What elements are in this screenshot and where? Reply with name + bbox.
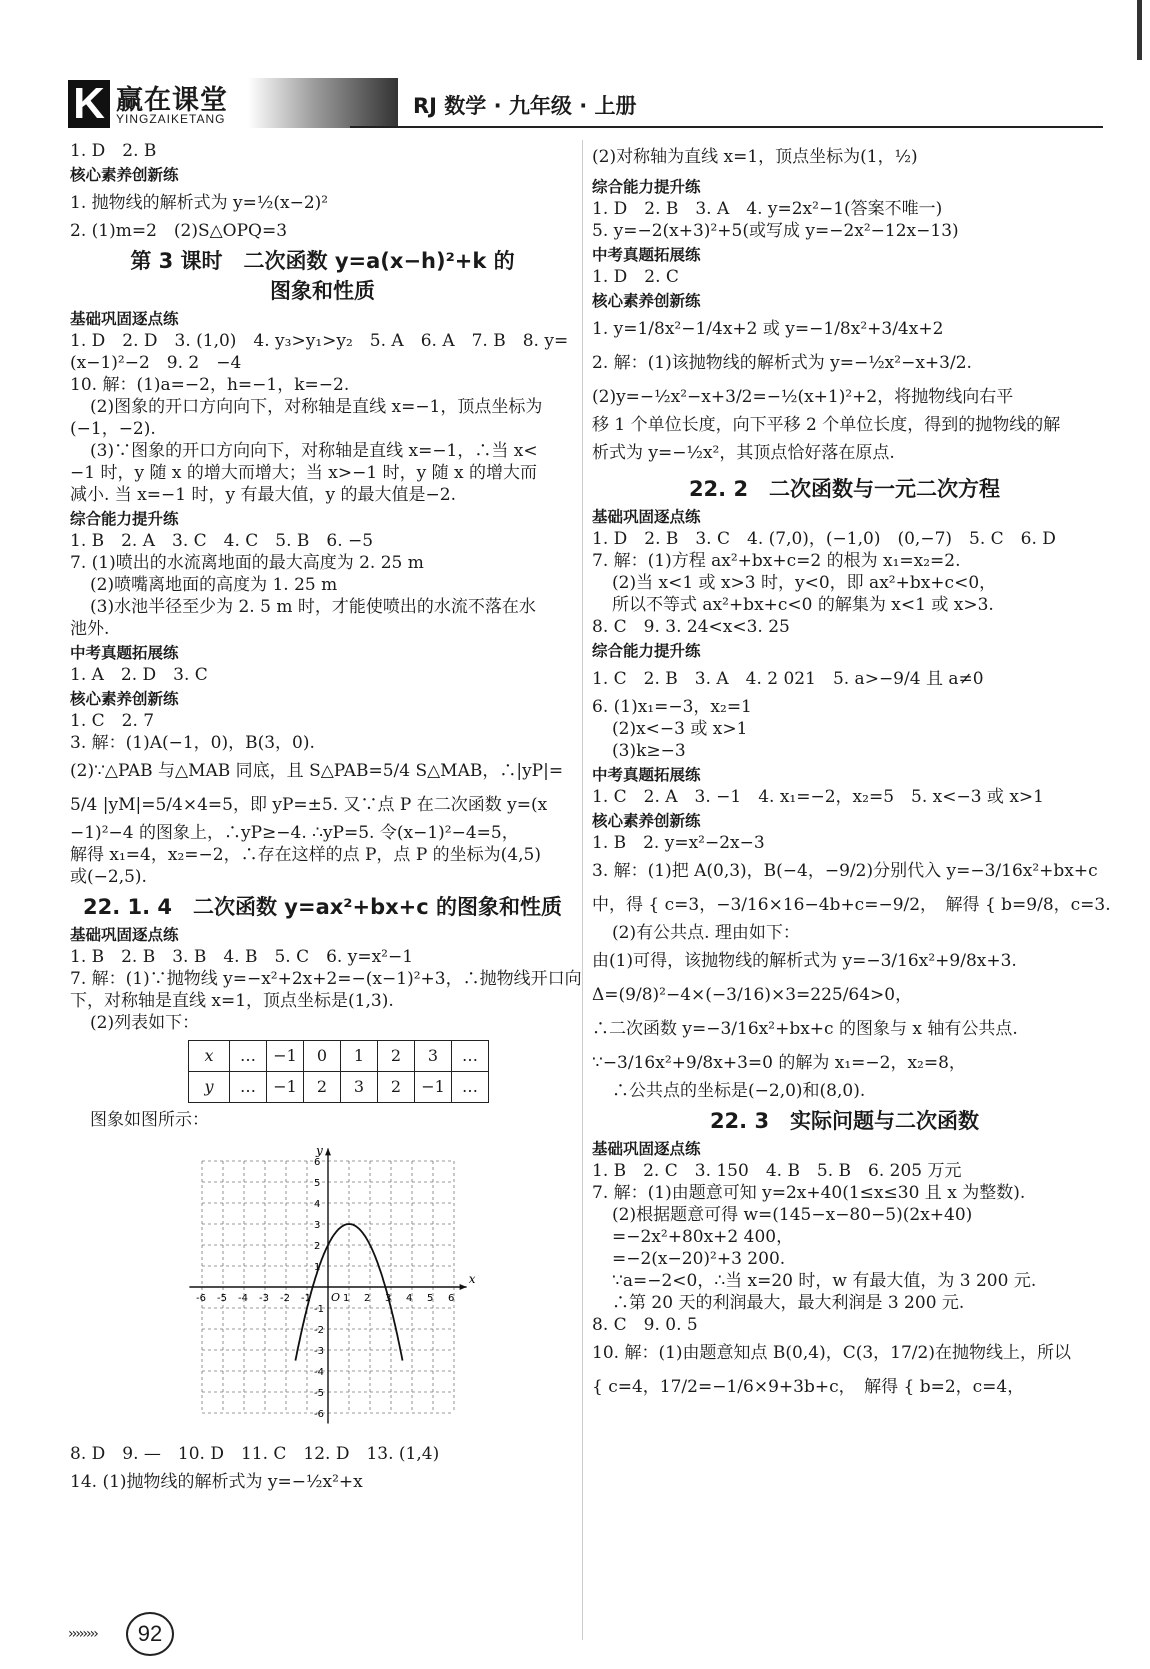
column-divider xyxy=(582,140,583,1640)
section-subheading: 基础巩固逐点练 xyxy=(592,1140,701,1158)
answer-line: 1. B 2. B 3. B 4. B 5. C 6. y=x²−1 xyxy=(70,947,414,967)
answer-line: 图象如图所示： xyxy=(90,1110,209,1130)
section-subheading: 综合能力提升练 xyxy=(70,510,179,528)
answer-line: 1. D 2. B xyxy=(70,141,157,161)
section-subheading: 基础巩固逐点练 xyxy=(592,508,701,526)
page-header xyxy=(68,78,1103,130)
x-arrow-icon xyxy=(460,1284,467,1290)
answer-line: 所以不等式 ax²+bx+c<0 的解集为 x<1 或 x>3. xyxy=(612,595,994,615)
answer-line: 1. D 2. D 3. (1,0) 4. y₃>y₁>y₂ 5. A 6. A 7. B 8. y= xyxy=(70,331,569,351)
y-tick-label: 5 xyxy=(314,1178,321,1189)
answer-line: ∵−3/16x²+9/8x+3=0 的解为 x₁=−2，x₂=8， xyxy=(592,1053,966,1073)
y-tick-label: -2 xyxy=(314,1325,324,1336)
y-tick-label: 6 xyxy=(314,1157,321,1168)
answer-line: (3)水池半径至少为 2. 5 m 时，才能使喷出的水流不落在水 xyxy=(90,597,536,617)
answer-line: 或(−2,5). xyxy=(70,867,147,887)
answer-line: =−2(x−20)²+3 200. xyxy=(612,1249,786,1269)
table-cell: 3 xyxy=(415,1041,452,1072)
answer-line: 2. 解：(1)该抛物线的解析式为 y=−½x²−x+3/2. xyxy=(592,353,972,373)
x-tick-label: 5 xyxy=(427,1293,434,1304)
table-row xyxy=(189,1072,489,1103)
answer-line: (2)对称轴为直线 x=1，顶点坐标为(1，½) xyxy=(592,147,918,167)
header-rule xyxy=(350,126,1103,128)
answer-line: 7. 解：(1)∵抛物线 y=−x²+2x+2=−(x−1)²+3，∴抛物线开口向 xyxy=(70,969,582,989)
x-tick-label: -1 xyxy=(301,1293,311,1304)
section-heading: 22. 2 二次函数与一元二次方程 xyxy=(688,477,1001,501)
table-cell: 2 xyxy=(378,1072,415,1103)
graph-svg xyxy=(178,1137,478,1437)
answer-line: ∴公共点的坐标是(−2,0)和(8,0). xyxy=(612,1081,866,1101)
answer-line: (2)y=−½x²−x+3/2=−½(x+1)²+2，将抛物线向右平 xyxy=(592,387,1014,407)
x-tick-label: -2 xyxy=(280,1293,290,1304)
answer-line: (2)x<−3 或 x>1 xyxy=(612,719,748,739)
table-cell: x xyxy=(189,1041,230,1072)
x-tick-label: -5 xyxy=(217,1293,227,1304)
book-title: RJ 数学 · 九年级 · 上册 xyxy=(413,94,637,118)
left-column xyxy=(70,140,582,1499)
y-axis-label: y xyxy=(316,1143,323,1158)
x-tick-label: -6 xyxy=(196,1293,206,1304)
section-heading: 第 3 课时 二次函数 y=a(x−h)²+k 的 xyxy=(130,249,515,273)
answer-line: 解得 x₁=4，x₂=−2，∴存在这样的点 P，点 P 的坐标为(4,5) xyxy=(70,845,541,865)
answer-line: 下，对称轴是直线 x=1，顶点坐标是(1,3). xyxy=(70,991,394,1011)
answer-line: (3)k≥−3 xyxy=(612,741,686,761)
answer-line: 7. (1)喷出的水流离地面的最大高度为 2. 25 m xyxy=(70,553,424,573)
y-tick-label: -5 xyxy=(314,1388,324,1399)
x-tick-label: 1 xyxy=(343,1293,350,1304)
section-subheading: 综合能力提升练 xyxy=(592,642,701,660)
x-tick-label: 2 xyxy=(364,1293,371,1304)
answer-line: 10. 解：(1)a=−2，h=−1，k=−2. xyxy=(70,375,350,395)
answer-line: 1. D 2. C xyxy=(592,267,679,287)
table-cell: 1 xyxy=(341,1041,378,1072)
answer-line: 6. (1)x₁=−3，x₂=1 xyxy=(592,697,752,717)
footer-arrows-icon: ›››››››› xyxy=(68,1626,97,1642)
answer-line: 池外. xyxy=(70,619,110,639)
answer-line: 1. C 2. A 3. −1 4. x₁=−2，x₂=5 5. x<−3 或 x>1 xyxy=(592,787,1044,807)
answer-line: 1. 抛物线的解析式为 y=½(x−2)² xyxy=(70,193,329,213)
answer-line: 1. y=1/8x²−1/4x+2 或 y=−1/8x²+3/4x+2 xyxy=(592,319,944,339)
table-cell: … xyxy=(230,1041,267,1072)
answer-line: Δ=(9/8)²−4×(−3/16)×3=225/64>0， xyxy=(592,985,913,1005)
answer-line: 1. D 2. B 3. C 4. (7,0)，(−1,0) (0,−7) 5. C 6. D xyxy=(592,529,1056,549)
answer-line: 10. 解：(1)由题意知点 B(0,4)，C(3，17/2)在抛物线上，所以 xyxy=(592,1343,1071,1363)
section-heading: 图象和性质 xyxy=(270,279,375,303)
section-heading: 22. 3 实际问题与二次函数 xyxy=(709,1109,980,1133)
table-cell: 0 xyxy=(304,1041,341,1072)
page-edge-mark xyxy=(1137,0,1142,60)
y-tick-label: -3 xyxy=(314,1346,324,1357)
answer-line: 1. C 2. B 3. A 4. 2 021 5. a>−9/4 且 a≠0 xyxy=(592,669,984,689)
x-tick-label: -3 xyxy=(259,1293,269,1304)
answer-line: 8. C 9. 0. 5 xyxy=(592,1315,698,1335)
logo-pinyin: YINGZAIKETANG xyxy=(116,112,226,126)
table-cell: −1 xyxy=(415,1072,452,1103)
x-tick-label: 3 xyxy=(385,1293,392,1304)
section-subheading: 中考真题拓展练 xyxy=(70,644,179,662)
answer-line: 1. B 2. y=x²−2x−3 xyxy=(592,833,765,853)
answer-line: (−1，−2). xyxy=(70,419,156,439)
answer-line: −1 时，y 随 x 的增大而增大；当 x>−1 时，y 随 x 的增大而 xyxy=(70,463,537,483)
answer-line: 8. C 9. 3. 24<x<3. 25 xyxy=(592,617,790,637)
section-heading: 22. 1. 4 二次函数 y=ax²+bx+c 的图象和性质 xyxy=(82,895,563,919)
table-cell: −1 xyxy=(267,1072,304,1103)
answer-line: 1. B 2. A 3. C 4. C 5. B 6. −5 xyxy=(70,531,374,551)
answer-line: { c=4，17/2=−1/6×9+3b+c， 解得 { b=2，c=4， xyxy=(592,1377,1025,1397)
answer-line: (2)图象的开口方向向下，对称轴是直线 x=−1，顶点坐标为 xyxy=(90,397,543,417)
answer-line: =−2x²+80x+2 400， xyxy=(612,1227,794,1247)
answer-line: 1. C 2. 7 xyxy=(70,711,155,731)
right-column xyxy=(592,140,1111,1404)
table-cell: … xyxy=(452,1041,489,1072)
header-gradient-band xyxy=(248,78,398,128)
page-number: 92 xyxy=(126,1612,174,1656)
answer-line: (2)有公共点. 理由如下： xyxy=(612,923,800,943)
y-tick-label: -4 xyxy=(314,1367,324,1378)
section-subheading: 综合能力提升练 xyxy=(592,178,701,196)
answer-line: 7. 解：(1)方程 ax²+bx+c=2 的根为 x₁=x₂=2. xyxy=(592,551,961,571)
answer-line: 2. (1)m=2 (2)S△OPQ=3 xyxy=(70,221,288,241)
answer-line: 析式为 y=−½x²，其顶点恰好落在原点. xyxy=(592,443,895,463)
parabola-graph xyxy=(178,1137,575,1443)
table-cell: 2 xyxy=(304,1072,341,1103)
x-tick-label: -4 xyxy=(238,1293,248,1304)
table-cell: … xyxy=(452,1072,489,1103)
y-tick-label: -1 xyxy=(314,1304,324,1315)
table-row xyxy=(189,1041,489,1072)
answer-line: 3. 解：(1)把 A(0,3)，B(−4，−9/2)分别代入 y=−3/16x²+bx+c xyxy=(592,861,1098,881)
answer-line: 1. A 2. D 3. C xyxy=(70,665,208,685)
answer-line: (3)∵图象的开口方向向下，对称轴是直线 x=−1，∴当 x< xyxy=(90,441,538,461)
answer-line: 减小. 当 x=−1 时，y 有最大值，y 的最大值是−2. xyxy=(70,485,456,505)
logo-text: 赢在课堂 xyxy=(116,85,228,116)
table-cell: −1 xyxy=(267,1041,304,1072)
answer-line: 由(1)可得，该抛物线的解析式为 y=−3/16x²+9/8x+3. xyxy=(592,951,1017,971)
section-subheading: 核心素养创新练 xyxy=(70,690,179,708)
answer-line: 1. B 2. C 3. 150 4. B 5. B 6. 205 万元 xyxy=(592,1161,962,1181)
answer-line: ∵a=−2<0，∴当 x=20 时，w 有最大值，为 3 200 元. xyxy=(612,1271,1037,1291)
answer-line: 8. D 9. — 10. D 11. C 12. D 13. (1,4) xyxy=(70,1444,440,1464)
x-axis-label: x xyxy=(468,1272,476,1286)
answer-line: −1)²−4 的图象上，∴yP≥−4. ∴yP=5. 令(x−1)²−4=5， xyxy=(70,823,519,843)
x-tick-label: 4 xyxy=(406,1293,413,1304)
section-subheading: 核心素养创新练 xyxy=(592,812,701,830)
origin-label: O xyxy=(331,1291,341,1304)
answer-line: 中，得 { c=3，−3/16×16−4b+c=−9/2， 解得 { b=9/8，c=3. xyxy=(592,895,1111,915)
section-subheading: 核心素养创新练 xyxy=(70,166,179,184)
answer-line: (2)列表如下： xyxy=(90,1013,200,1033)
table-cell: 2 xyxy=(378,1041,415,1072)
answer-line: ∴第 20 天的利润最大，最大利润是 3 200 元. xyxy=(612,1293,965,1313)
answer-line: 3. 解：(1)A(−1，0)，B(3，0). xyxy=(70,733,315,753)
section-subheading: 中考真题拓展练 xyxy=(592,766,701,784)
answer-line: (2)∵△PAB 与△MAB 同底，且 S△PAB=5/4 S△MAB，∴|yP|= xyxy=(70,761,564,781)
answer-line: (x−1)²−2 9. 2 −4 xyxy=(70,353,242,373)
answer-line: 移 1 个单位长度，向下平移 2 个单位长度，得到的抛物线的解 xyxy=(592,415,1061,435)
answer-line: ∴二次函数 y=−3/16x²+bx+c 的图象与 x 轴有公共点. xyxy=(592,1019,1018,1039)
y-tick-label: 1 xyxy=(314,1262,321,1273)
answer-line: (2)根据题意可得 w=(145−x−80−5)(2x+40) xyxy=(612,1205,973,1225)
answer-line: 1. D 2. B 3. A 4. y=2x²−1(答案不唯一) xyxy=(592,199,943,219)
y-tick-label: 3 xyxy=(314,1220,321,1231)
answer-line: 14. (1)抛物线的解析式为 y=−½x²+x xyxy=(70,1472,363,1492)
section-subheading: 核心素养创新练 xyxy=(592,292,701,310)
answer-line: (2)喷嘴离地面的高度为 1. 25 m xyxy=(90,575,338,595)
answer-line: 5. y=−2(x+3)²+5(或写成 y=−2x²−12x−13) xyxy=(592,221,959,241)
y-tick-label: 2 xyxy=(314,1241,321,1252)
answer-line: (2)当 x<1 或 x>3 时，y<0，即 ax²+bx+c<0， xyxy=(612,573,997,593)
y-tick-label: -6 xyxy=(314,1409,324,1420)
x-tick-label: 6 xyxy=(448,1293,455,1304)
logo-k-icon: K xyxy=(68,80,110,128)
y-tick-label: 4 xyxy=(314,1199,321,1210)
answer-line: 5/4 |yM|=5/4×4=5，即 yP=±5. 又∵点 P 在二次函数 y=(x xyxy=(70,795,548,815)
y-arrow-icon xyxy=(325,1148,331,1155)
section-subheading: 基础巩固逐点练 xyxy=(70,926,179,944)
answer-line: 7. 解：(1)由题意可知 y=2x+40(1≤x≤30 且 x 为整数). xyxy=(592,1183,1026,1203)
table-cell: y xyxy=(189,1072,230,1103)
section-subheading: 基础巩固逐点练 xyxy=(70,310,179,328)
table-cell: 3 xyxy=(341,1072,378,1103)
table-cell: … xyxy=(230,1072,267,1103)
value-table xyxy=(188,1040,489,1103)
section-subheading: 中考真题拓展练 xyxy=(592,246,701,264)
